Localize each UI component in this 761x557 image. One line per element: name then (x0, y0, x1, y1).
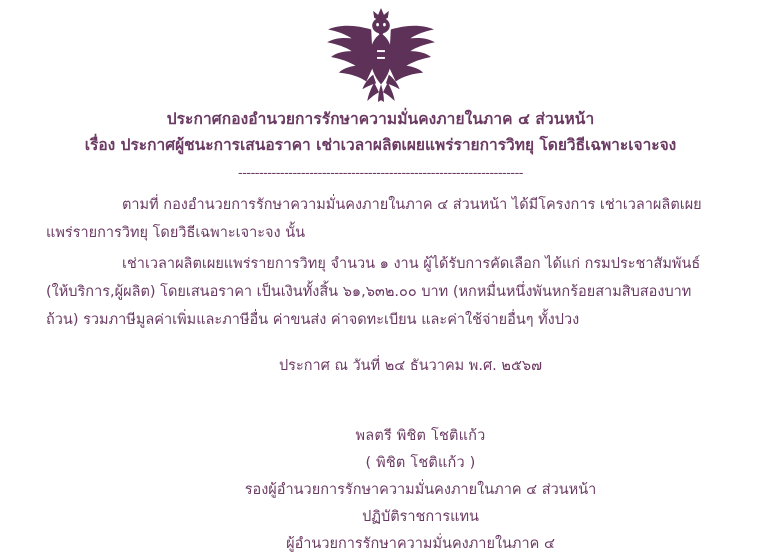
signer-position-3: ผู้อำนวยการรักษาความมั่นคงภายในภาค ๔ (286, 535, 555, 552)
emblem-container (46, 6, 715, 106)
garuda-emblem-icon (322, 6, 440, 104)
paragraph-2-text: เช่าเวลาผลิตเผยแพร่รายการวิทยุ จำนวน ๑ งาน ผู้ได้รับการคัดเลือก ได้แก่ กรมประชาสัมพันธ์ (ให้บริการ,ผู้ผลิต) โดยเสนอราคา เป็นเงินทั้งสิ้น ๖๑,๖๓๒.๐๐ บาท (หกหมื่นหนึ่งพันหกร้อยสามสิบสองบาทถ้วน) รวมภาษีมูลค่าเพิ่มและภาษีอื่น ค่าขนส่ง ค่าจดทะเบียน และค่าใช้จ่ายอื่นๆ ทั้งปวง (46, 255, 701, 329)
document-title (46, 108, 715, 158)
signer-position-2: ปฏิบัติราชการแทน (362, 508, 479, 525)
paragraph-1-text: ตามที่ กองอำนวยการรักษาความมั่นคงภายในภาค ๔ ส่วนหน้า ได้มีโครงการ เช่าเวลาผลิตเผยแพร่รายการวิทยุ โดยวิธีเฉพาะเจาะจง นั้น (46, 197, 702, 242)
signature-block (46, 423, 715, 557)
title-line-1: ประกาศกองอำนวยการรักษาความมั่นคงภายในภาค ๔ ส่วนหน้า (166, 110, 595, 128)
signer-name: พลตรี พิชิต โชติแก้ว (355, 428, 486, 445)
document-body (46, 191, 715, 334)
divider: -------------------------------------------------------------------- (238, 166, 523, 182)
paragraph-2 (46, 250, 715, 335)
date-line: ประกาศ ณ วันที่ ๒๔ ธันวาคม พ.ศ. ๒๕๖๗ (278, 358, 543, 375)
paragraph-1 (46, 191, 715, 248)
signer-name-paren: ( พิชิต โชติแก้ว ) (365, 455, 476, 472)
signer-position-1: รองผู้อำนวยการรักษาความมั่นคงภายในภาค ๔ ส่วนหน้า (244, 482, 597, 498)
title-line-2: เรื่อง ประกาศผู้ชนะการเสนอราคา เช่าเวลาผลิตเผยแพร่รายการวิทยุ โดยวิธีเฉพาะเจาะจง (84, 136, 677, 155)
